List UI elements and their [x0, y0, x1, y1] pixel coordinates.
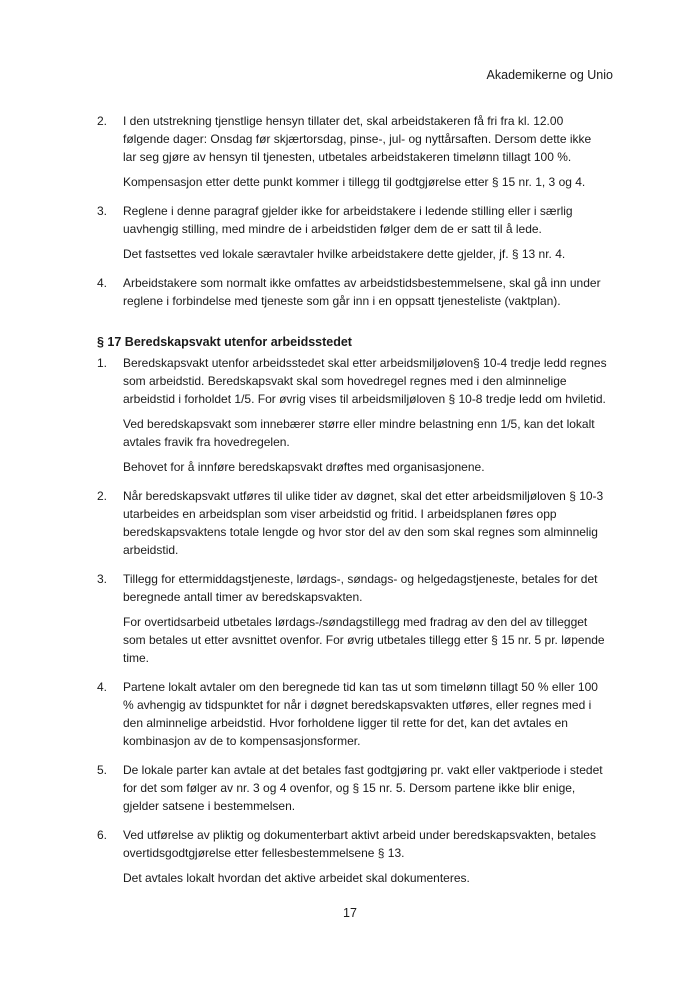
list-item	[97, 487, 607, 566]
list-item	[97, 354, 607, 483]
page-header: Akademikerne og Unio	[486, 68, 613, 82]
paragraph: Tillegg for ettermiddagstjeneste, lørdags-, søndags- og helgedagstjeneste, betales for det beregnede antall timer av beredskapsvakten.	[123, 572, 598, 604]
paragraph: Partene lokalt avtaler om den beregnede tid kan tas ut som timelønn tillagt 50 % eller 100 % avhengig av tidspunktet for når i døgnet beredskapsvakten utføres, eller regnes med i den alminnelige arbeidstid. Hvor forholdene ligger til rette for det, kan det avtales en kombinasjon av de to kompensasjonsformer.	[123, 680, 598, 748]
item-number: 2.	[97, 114, 108, 128]
list-item	[97, 826, 607, 894]
paragraph: Ved utførelse av pliktig og dokumenterbart aktivt arbeid under beredskapsvakten, betales overtidsgodtgjørelse etter fellesbestemmelsene § 13.	[123, 828, 596, 860]
item-number: 1.	[97, 356, 108, 370]
item-number: 6.	[97, 828, 108, 842]
paragraph: For overtidsarbeid utbetales lørdags-/søndagstillegg med fradrag av den del av tillegget som betales ut etter avsnittet ovenfor. For øvrig utbetales tillegg etter § 15 nr. 5 pr. løpende time.	[123, 615, 605, 665]
paragraph: Beredskapsvakt utenfor arbeidsstedet skal etter arbeidsmiljøloven§ 10-4 tredje ledd regnes som arbeidstid. Beredskapsvakt skal som hovedregel regnes med i den alminnelige arbeidstid i forholdet 1/5. For øvrig vises til arbeidsmiljøloven § 10-8 tredje ledd om hviletid.	[123, 356, 607, 406]
item-number: 4.	[97, 276, 108, 290]
paragraph: Behovet for å innføre beredskapsvakt drøftes med organisasjonene.	[123, 460, 485, 474]
item-number: 4.	[97, 680, 108, 694]
paragraph: Kompensasjon etter dette punkt kommer i tillegg til godtgjørelse etter § 15 nr. 1, 3 og 4.	[123, 175, 586, 189]
item-body	[123, 274, 607, 317]
list-item	[97, 202, 607, 270]
item-number: 5.	[97, 763, 108, 777]
paragraph: Arbeidstakere som normalt ikke omfattes av arbeidstidsbestemmelsene, skal gå inn under reglene i forbindelse med tjeneste som går inn i en oppsatt tjenesteliste (vaktplan).	[123, 276, 601, 308]
list-item	[97, 274, 607, 317]
item-body	[123, 826, 607, 894]
paragraph: De lokale parter kan avtale at det betales fast godtgjøring pr. vakt eller vaktperiode i stedet for det som følger av nr. 3 og 4 ovenfor, og § 15 nr. 5. Dersom partene ikke blir enige, gjelder satsene i bestemmelsen.	[123, 763, 603, 813]
paragraph: I den utstrekning tjenstlige hensyn tillater det, skal arbeidstakeren få fri fra kl. 12.00 følgende dager: Onsdag før skjærtorsdag, pinse-, jul- og nyttårsaften. Dersom dette ikke lar seg gjøre av hensyn til tjenesten, utbetales arbeidstakeren timelønn tillagt 100 %.	[123, 114, 592, 164]
item-body	[123, 202, 607, 270]
list-item	[97, 761, 607, 822]
item-body	[123, 761, 607, 822]
document-body	[97, 112, 607, 898]
item-body	[123, 487, 607, 566]
list-item	[97, 678, 607, 757]
paragraph: Reglene i denne paragraf gjelder ikke for arbeidstakere i ledende stilling eller i særlig uavhengig stilling, med mindre de i arbeidstiden følger dem de er satt til å lede.	[123, 204, 573, 236]
paragraph: Ved beredskapsvakt som innebærer større eller mindre belastning enn 1/5, kan det lokalt avtales fravik fra hovedregelen.	[123, 417, 595, 449]
paragraph: Det avtales lokalt hvordan det aktive arbeidet skal dokumenteres.	[123, 871, 470, 885]
item-body	[123, 354, 607, 483]
list-item	[97, 570, 607, 674]
page-number: 17	[343, 906, 357, 920]
item-number: 3.	[97, 572, 108, 586]
item-number: 3.	[97, 204, 108, 218]
list-item	[97, 112, 607, 198]
section-17-list	[97, 354, 607, 894]
item-body	[123, 570, 607, 674]
item-number: 2.	[97, 489, 108, 503]
item-body	[123, 678, 607, 757]
section-prev-list	[97, 112, 607, 317]
paragraph: Det fastsettes ved lokale særavtaler hvilke arbeidstakere dette gjelder, jf. § 13 nr. 4.	[123, 247, 566, 261]
item-body	[123, 112, 607, 198]
section-title: § 17 Beredskapsvakt utenfor arbeidsstedet	[97, 335, 352, 349]
paragraph: Når beredskapsvakt utføres til ulike tider av døgnet, skal det etter arbeidsmiljøloven § 10-3 utarbeides en arbeidsplan som viser arbeidstid og fritid. I arbeidsplanen føres opp beredskapsvaktens totale lengde og hvor stor del av den som skal regnes som alminnelig arbeidstid.	[123, 489, 604, 557]
